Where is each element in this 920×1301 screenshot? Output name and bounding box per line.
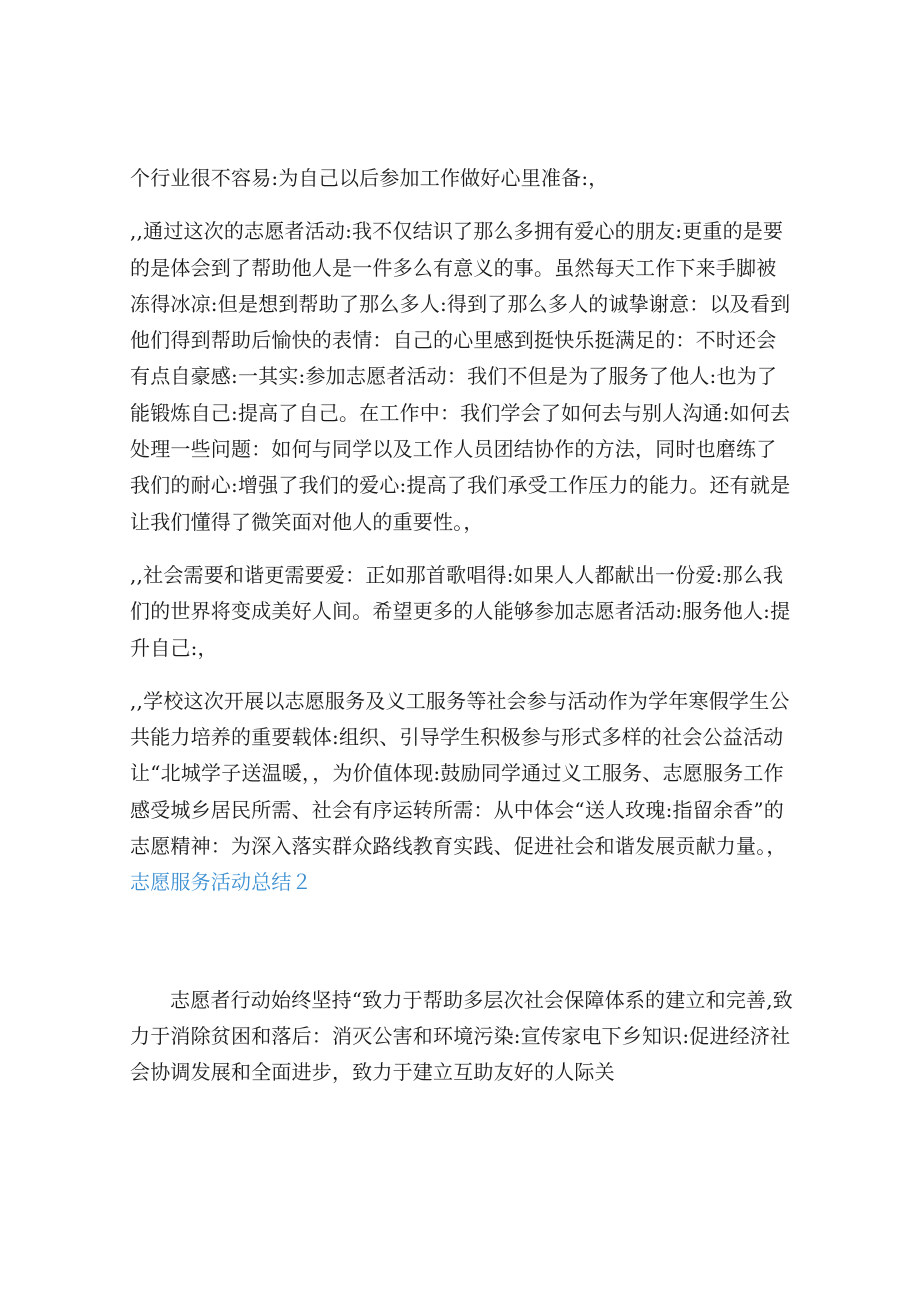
paragraph-gap: [130, 196, 795, 213]
paragraph-4-text: ,,学校这次开展以志愿服务及义工服务等社会参与活动作为学年寒假学生公共能力培养的重要载体:组织、引导学生积极参与形式多样的社会公益活动让“北城学子送温暖，，为价值体现:鼓励同学通过义工服务、志愿服务工作感受城乡居民所需、社会有序运转所需：从中体会“送人玫瑰:指留余香”的志愿精神：为深入落实群众路线教育实践、促进社会和谐发展贡献力量。，: [130, 688, 790, 859]
paragraph-gap: [130, 666, 795, 683]
section-title-link[interactable]: 志愿服务活动总结２: [130, 870, 312, 895]
paragraph-4: [130, 683, 795, 901]
document-body: [130, 160, 795, 1091]
paragraph-gap: [130, 540, 795, 557]
section-gap: [130, 901, 795, 982]
paragraph-3: ,,社会需要和谐更需要爱：正如那首歌唱得:如果人人都献出一份爱:那么我们的世界将变成美好人间。希望更多的人能够参加志愿者活动:服务他人:提升自己:，: [130, 562, 791, 660]
paragraph-1: 个行业很不容易:为自己以后参加工作做好心里准备:，: [130, 166, 609, 190]
paragraph-2: ,,通过这次的志愿者活动:我不仅结识了那么多拥有爱心的朋友:更重的是要的是体会到了帮助他人是一件多么有意义的事。虽然每天工作下来手脚被冻得冰凉:但是想到帮助了那么多人:得到了那么多人的诚挚谢意：以及看到他们得到帮助后愉快的表情：自己的心里感到挺快乐挺满足的：不时还会有点自豪感:一其实:参加志愿者活动：我们不但是为了服务了他人:也为了能锻炼自己:提高了自己。在工作中：我们学会了如何去与别人沟通:如何去处理一些问题：如何与同学以及工作人员团结协作的方法，同时也磨练了我们的耐心:增强了我们的爱心:提高了我们承受工作压力的能力。还有就是让我们懂得了微笑面对他人的重要性。，: [130, 219, 791, 534]
paragraph-5: 志愿者行动始终坚持“致力于帮助多层次社会保障体系的建立和完善,致力于消除贫困和落后：消灭公害和环境污染:宣传家电下乡知识:促进经济社会协调发展和全面进步，致力于建立互助友好的人际关: [130, 987, 793, 1085]
